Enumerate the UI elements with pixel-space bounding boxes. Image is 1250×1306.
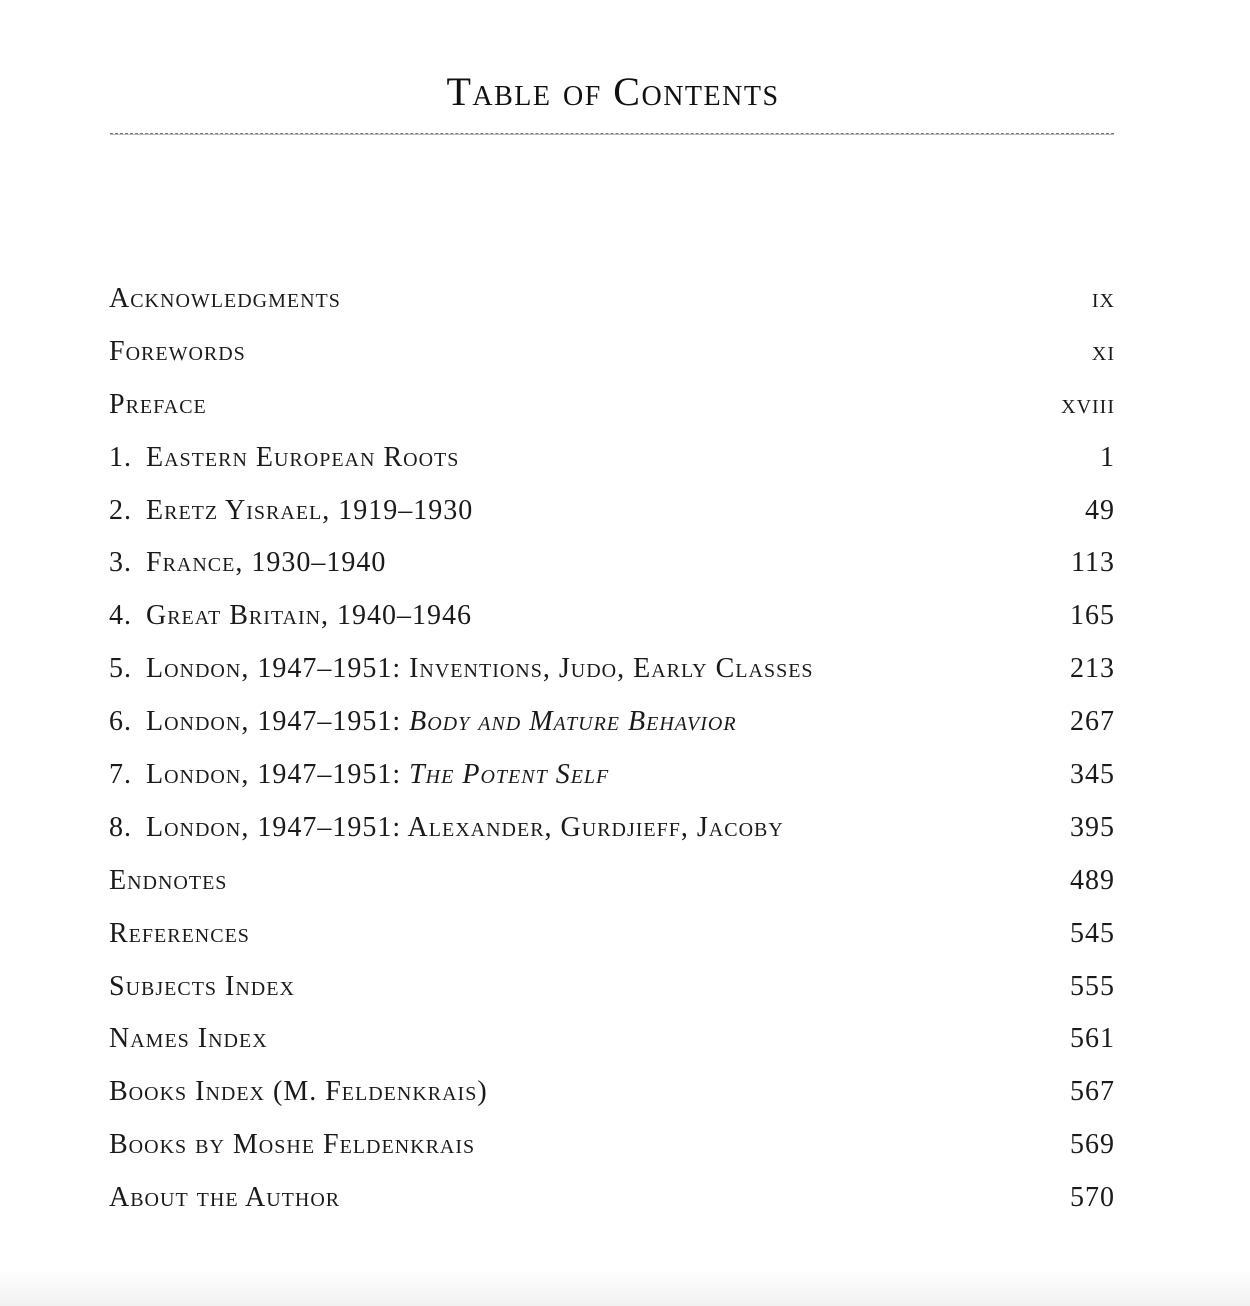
toc-entry-title: France, 1930–1940 bbox=[146, 547, 387, 579]
toc-entry-names-index[interactable] bbox=[109, 1013, 1115, 1066]
toc-entry-title: Eastern European Roots bbox=[146, 441, 460, 473]
toc-entry-page: 165 bbox=[1070, 600, 1115, 632]
toc-entry-page: 113 bbox=[1071, 547, 1115, 579]
toc-entry-chapter-6[interactable] bbox=[109, 696, 1115, 749]
toc-entry-endnotes[interactable] bbox=[109, 855, 1115, 908]
toc-entry-title: London, 1947–1951: Alexander, Gurdjieff, Jacoby bbox=[146, 811, 784, 843]
toc-entry-page: 213 bbox=[1070, 653, 1115, 685]
toc-entry-title: Eretz Yisrael, 1919–1930 bbox=[146, 494, 474, 526]
toc-entry-page: 1 bbox=[1100, 441, 1115, 473]
chapter-number: 8. bbox=[109, 811, 132, 843]
toc-entry-chapter-1[interactable] bbox=[109, 432, 1115, 485]
chapter-number: 5. bbox=[109, 653, 132, 685]
toc-entry-page: 567 bbox=[1070, 1076, 1115, 1108]
toc-entry-preface[interactable] bbox=[109, 379, 1115, 432]
toc-entry-title: Books Index (M. Feldenkrais) bbox=[109, 1076, 488, 1108]
toc-entry-page: 561 bbox=[1070, 1023, 1115, 1055]
toc-entry-acknowledgments[interactable] bbox=[109, 273, 1115, 326]
toc-entry-about-author[interactable] bbox=[109, 1172, 1115, 1225]
toc-entry-title: Endnotes bbox=[109, 864, 228, 896]
toc-entry-books-by-author[interactable] bbox=[109, 1119, 1115, 1172]
toc-entry-title: References bbox=[109, 917, 250, 949]
toc-entry-title: Acknowledgments bbox=[109, 283, 341, 314]
toc-entry-title: Subjects Index bbox=[109, 970, 295, 1002]
toc-entry-title: Forewords bbox=[109, 335, 246, 367]
toc-entry-chapter-7[interactable] bbox=[109, 749, 1115, 802]
chapter-number: 3. bbox=[109, 547, 132, 579]
toc-entry-book-title: Body and Mature Behavior bbox=[409, 706, 737, 738]
toc-entry-title: Great Britain, 1940–1946 bbox=[146, 600, 473, 632]
toc-entry-title-prefix: London, 1947–1951: bbox=[146, 706, 410, 738]
toc-entry-page: xviii bbox=[1061, 388, 1115, 420]
toc-entry-title bbox=[146, 749, 609, 802]
toc-entry-title: Preface bbox=[109, 388, 207, 420]
toc-entry-page: 489 bbox=[1070, 864, 1115, 896]
toc-entry-page: 570 bbox=[1070, 1182, 1115, 1214]
toc-entry-title-prefix: London, 1947–1951: bbox=[146, 759, 410, 791]
toc-entry-title: Names Index bbox=[109, 1023, 268, 1055]
toc-entry-book-title: The Potent Self bbox=[409, 759, 610, 791]
chapter-number: 7. bbox=[109, 759, 132, 791]
title-rule-shadow bbox=[110, 134, 1114, 135]
toc-entry-page: 345 bbox=[1070, 759, 1115, 791]
chapter-number: 1. bbox=[109, 441, 132, 473]
toc-entry-chapter-8[interactable] bbox=[109, 802, 1115, 855]
toc-entry-page: 49 bbox=[1085, 494, 1115, 526]
toc-entry-page: ix bbox=[1091, 283, 1115, 314]
toc-list bbox=[109, 273, 1115, 1225]
toc-entry-page: 267 bbox=[1070, 706, 1115, 738]
chapter-number: 4. bbox=[109, 600, 132, 632]
page-title: Table of Contents bbox=[446, 69, 780, 114]
toc-entry-subjects-index[interactable] bbox=[109, 961, 1115, 1014]
toc-entry-title: London, 1947–1951: Inventions, Judo, Early Classes bbox=[146, 653, 814, 685]
toc-entry-chapter-3[interactable] bbox=[109, 537, 1115, 590]
chapter-number: 2. bbox=[109, 494, 132, 526]
toc-entry-title: Books by Moshe Feldenkrais bbox=[109, 1129, 476, 1161]
toc-entry-page: 545 bbox=[1070, 917, 1115, 949]
toc-entry-forewords[interactable] bbox=[109, 326, 1115, 379]
toc-entry-chapter-5[interactable] bbox=[109, 643, 1115, 696]
chapter-number: 6. bbox=[109, 706, 132, 738]
toc-entry-page: 555 bbox=[1070, 970, 1115, 1002]
toc-entry-page: xi bbox=[1091, 335, 1115, 367]
toc-entry-chapter-4[interactable] bbox=[109, 590, 1115, 643]
toc-entry-page: 395 bbox=[1070, 811, 1115, 843]
page-bottom-shade bbox=[0, 1270, 1250, 1306]
toc-entry-references[interactable] bbox=[109, 908, 1115, 961]
toc-entry-page: 569 bbox=[1070, 1129, 1115, 1161]
toc-entry-title: About the Author bbox=[109, 1182, 341, 1214]
toc-entry-title bbox=[146, 696, 737, 749]
toc-entry-chapter-2[interactable] bbox=[109, 485, 1115, 538]
toc-entry-books-index[interactable] bbox=[109, 1066, 1115, 1119]
